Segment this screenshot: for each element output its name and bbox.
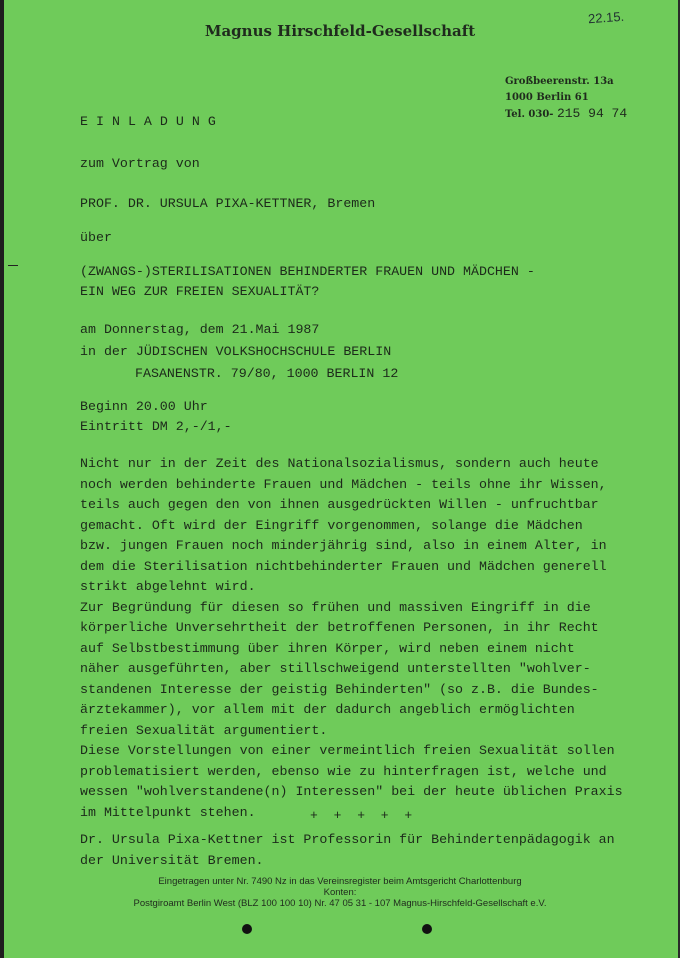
punch-hole-left — [242, 924, 252, 934]
phone-number: 215 94 74 — [556, 106, 628, 121]
body-line: strikt abgelehnt wird. — [80, 579, 256, 594]
address-phone — [505, 106, 627, 123]
body-line: gemacht. Oft wird der Eingriff vorgenommen, solange die Mädchen — [80, 517, 583, 533]
body-line: wessen "wohlverstandene(n) Interessen" bei der heute üblichen Praxis — [80, 784, 623, 799]
page-edge-left — [0, 0, 4, 958]
org-address — [505, 74, 627, 123]
body-line: problematisiert werden, ebenso wie zu hinterfragen ist, welche und — [80, 763, 607, 779]
about-text: über — [80, 230, 112, 245]
body-line: dem die Sterilisation nichtbehinderter Frauen und Mädchen generell — [80, 558, 607, 574]
org-letterhead: Magnus Hirschfeld-Gesellschaft — [204, 22, 476, 40]
registration-footer — [0, 876, 680, 909]
handwritten-annotation: 22.15. — [587, 8, 625, 27]
lecture-title-line1: (ZWANGS-)STERILISATIONEN BEHINDERTER FRAUEN UND MÄDCHEN - — [80, 264, 535, 279]
body-line: näher ausgeführten, aber stillschweigend unterstellten "wohlver- — [80, 661, 591, 676]
body-line: körperliche Unversehrtheit der betroffenen Personen, in ihr Recht — [80, 620, 599, 635]
punch-hole-right — [422, 924, 432, 934]
address-city: 1000 Berlin 61 — [505, 92, 589, 103]
body-paragraphs — [80, 454, 640, 823]
body-line: teils auch gegen den von ihnen ausgedrückten Willen - unfruchtbar — [80, 497, 599, 512]
footer-register-line: Eingetragen unter Nr. 7490 Nz in das Vereinsregister beim Amtsgericht Charlottenburg — [158, 876, 522, 887]
lecture-title-line2: EIN WEG ZUR FREIEN SEXUALITÄT? — [80, 284, 320, 299]
address-street: Großbeerenstr. 13a — [505, 76, 614, 87]
footer-accounts-label: Konten: — [323, 887, 357, 898]
body-line: Zur Begründung für diesen so frühen und massiven Eingriff in die — [80, 599, 591, 615]
body-line: auf Selbstbestimmung über ihren Körper, wird neben einem nicht — [80, 640, 575, 656]
venue-address: FASANENSTR. 79/80, 1000 BERLIN 12 — [135, 366, 399, 381]
intro-text: zum Vortrag von — [80, 156, 200, 171]
closing-line: der Universität Bremen. — [80, 852, 264, 868]
body-line: Nicht nur in der Zeit des Nationalsozialismus, sondern auch heute — [80, 456, 599, 471]
body-line: Diese Vorstellungen von einer vermeintlich freien Sexualität sollen — [80, 743, 615, 758]
body-line: noch werden behinderte Frauen und Mädchen - teils ohne ihr Wissen, — [80, 476, 607, 492]
separator-stars: + + + + + — [310, 808, 417, 823]
body-line: freien Sexualität argumentiert. — [80, 722, 328, 738]
margin-mark — [8, 265, 18, 266]
body-line: bzw. jungen Frauen noch minderjährig sind, also in einem Alter, in — [80, 538, 607, 553]
body-line: ärztekammer), vor allem mit der dadurch angeblich ermöglichten — [80, 702, 575, 717]
body-line: im Mittelpunkt stehen. — [80, 804, 256, 820]
footer-bank-line: Postgiroamt Berlin West (BLZ 100 100 10) Nr. 47 05 31 - 107 Magnus-Hirschfeld-Gesellschaft e.V. — [133, 898, 547, 909]
closing-line: Dr. Ursula Pixa-Kettner ist Professorin für Behindertenpädagogik an — [80, 832, 615, 847]
phone-prefix: Tel. 030- — [505, 109, 554, 120]
entry-fee: Eintritt DM 2,-/1,- — [80, 419, 232, 434]
body-line: standenen Interesse der geistig Behinderten" (so z.B. die Bundes- — [80, 681, 599, 697]
closing-paragraph — [80, 830, 640, 871]
speaker-name: PROF. DR. URSULA PIXA-KETTNER, Bremen — [80, 196, 376, 211]
invitation-heading: EINLADUNG — [80, 114, 224, 129]
start-time: Beginn 20.00 Uhr — [80, 399, 208, 414]
date-line: am Donnerstag, dem 21.Mai 1987 — [80, 322, 320, 337]
venue-line: in der JÜDISCHEN VOLKSHOCHSCHULE BERLIN — [80, 344, 392, 359]
